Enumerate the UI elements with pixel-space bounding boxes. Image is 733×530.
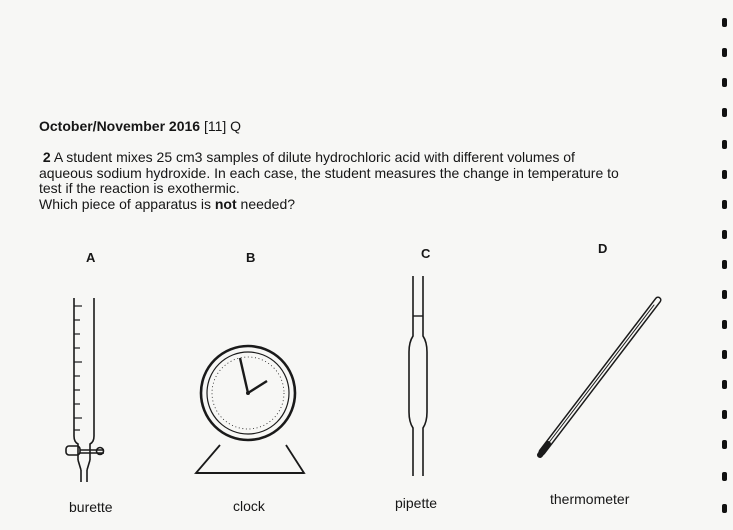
burette-icon: [60, 290, 120, 490]
caption-clock: clock: [233, 498, 265, 514]
question-number: 2: [42, 149, 51, 165]
clock-icon: [190, 345, 320, 480]
spiral-binding: [715, 0, 733, 530]
question-line-1: 2 A student mixes 25 cm3 samples of dilute hydrochloric acid with different volumes of: [42, 149, 575, 165]
exam-reference: [11] Q: [203, 118, 242, 134]
option-letter-b: B: [246, 250, 256, 265]
option-letter-a: A: [86, 250, 96, 265]
question-line-2: aqueous sodium hydroxide. In each case, the student measures the change in temperature to: [39, 164, 619, 181]
pipette-icon: [395, 272, 455, 482]
thermometer-icon: [530, 290, 700, 470]
caption-burette: burette: [69, 499, 113, 515]
caption-pipette: pipette: [395, 495, 438, 511]
question-line-3: test if the reaction is exothermic.: [39, 180, 240, 196]
option-letter-d: D: [598, 241, 608, 256]
option-letter-c: C: [421, 246, 431, 261]
prompt-emphasis: not: [214, 195, 237, 212]
paper-header: [39, 118, 241, 134]
caption-thermometer: thermometer: [550, 491, 630, 507]
question-prompt: Which piece of apparatus is not needed?: [39, 195, 296, 212]
question-text: [39, 150, 699, 212]
exam-session: October/November 2016: [39, 118, 201, 134]
